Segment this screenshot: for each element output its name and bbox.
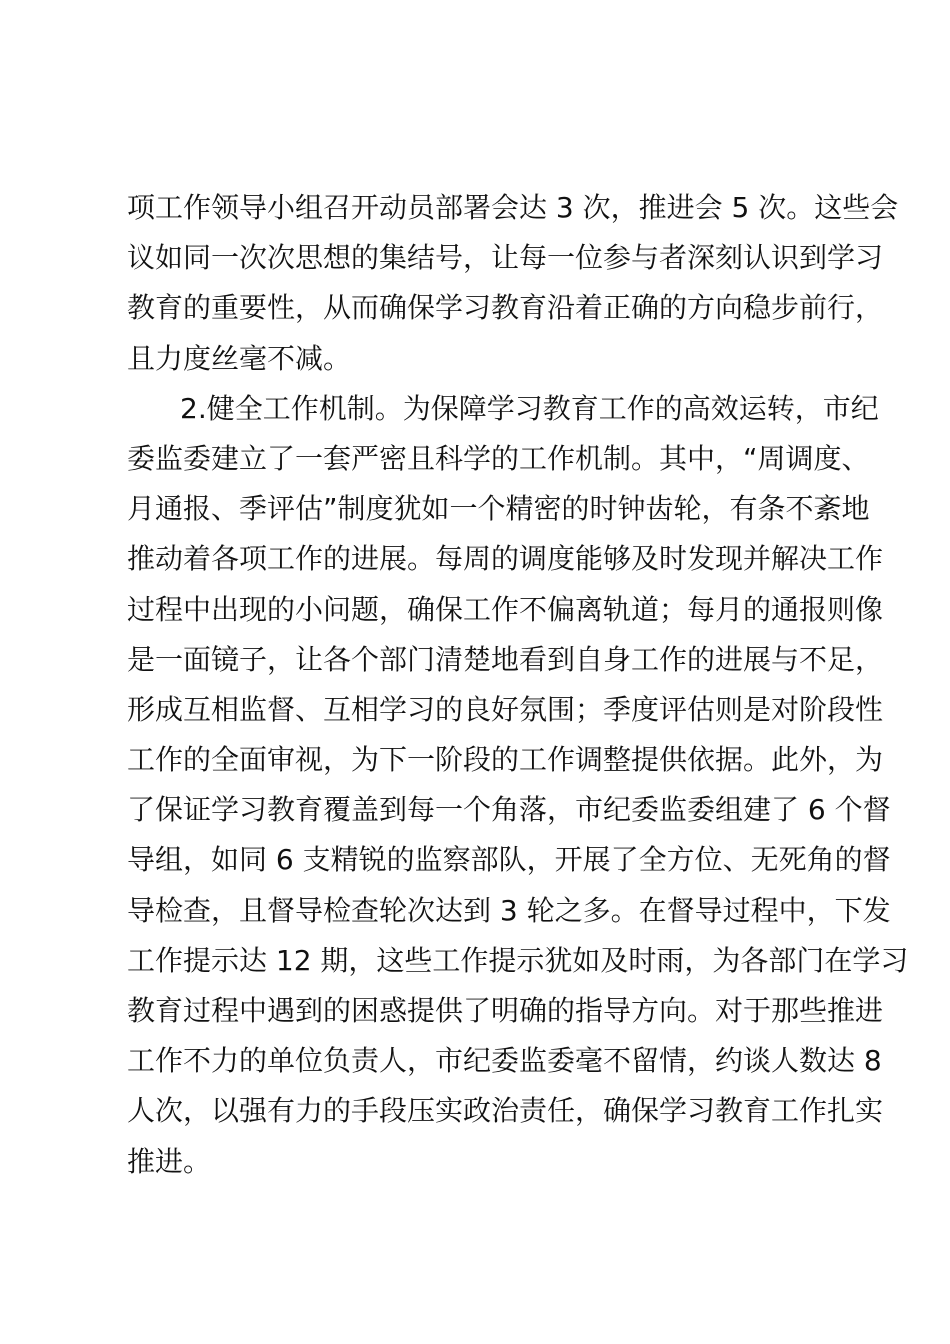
- paragraph-line: 2.健全工作机制。为保障学习教育工作的高效运转，市纪: [180, 391, 879, 425]
- paragraph-2: [127, 384, 909, 1187]
- paragraph-line: 教育的重要性，从而确保学习教育沿着正确的方向稳步前行，: [127, 291, 884, 325]
- paragraph-line: 委监委建立了一套严密且科学的工作机制。其中，“周调度、: [127, 441, 870, 475]
- paragraph-line: 且力度丝毫不减。: [127, 341, 352, 375]
- paragraph-line: 工作提示达 12 期，这些工作提示犹如及时雨，为各部门在学习: [127, 943, 909, 977]
- document-body: [127, 183, 909, 1187]
- paragraph-line: 推进。: [127, 1144, 212, 1178]
- paragraph-line: 议如同一次次思想的集结号，让每一位参与者深刻认识到学习: [127, 241, 884, 275]
- paragraph-line: 推动着各项工作的进展。每周的调度能够及时发现并解决工作: [127, 542, 884, 576]
- paragraph-line: 人次，以强有力的手段压实政治责任，确保学习教育工作扎实: [127, 1094, 884, 1128]
- paragraph-line: 月通报、季评估”制度犹如一个精密的时钟齿轮，有条不紊地: [127, 492, 870, 526]
- paragraph-line: 项工作领导小组召开动员部署会达 3 次，推进会 5 次。这些会: [127, 191, 899, 224]
- paragraph-line: 形成互相监督、互相学习的良好氛围；季度评估则是对阶段性: [127, 692, 884, 726]
- paragraph-1: [127, 183, 899, 384]
- paragraph-line: 导组，如同 6 支精锐的监察部队，开展了全方位、无死角的督: [127, 843, 891, 877]
- paragraph-line: 导检查，且督导检查轮次达到 3 轮之多。在督导过程中，下发: [127, 893, 891, 927]
- paragraph-line: 工作的全面审视，为下一阶段的工作调整提供依据。此外，为: [127, 743, 884, 777]
- paragraph-line: 教育过程中遇到的困惑提供了明确的指导方向。对于那些推进: [127, 994, 884, 1027]
- paragraph-line: 过程中出现的小问题，确保工作不偏离轨道；每月的通报则像: [127, 592, 884, 626]
- paragraph-line: 工作不力的单位负责人，市纪委监委毫不留情，约谈人数达 8: [127, 1044, 882, 1078]
- paragraph-line: 了保证学习教育覆盖到每一个角落，市纪委监委组建了 6 个督: [127, 793, 891, 827]
- paragraph-line: 是一面镜子，让各个部门清楚地看到自身工作的进展与不足，: [127, 642, 884, 676]
